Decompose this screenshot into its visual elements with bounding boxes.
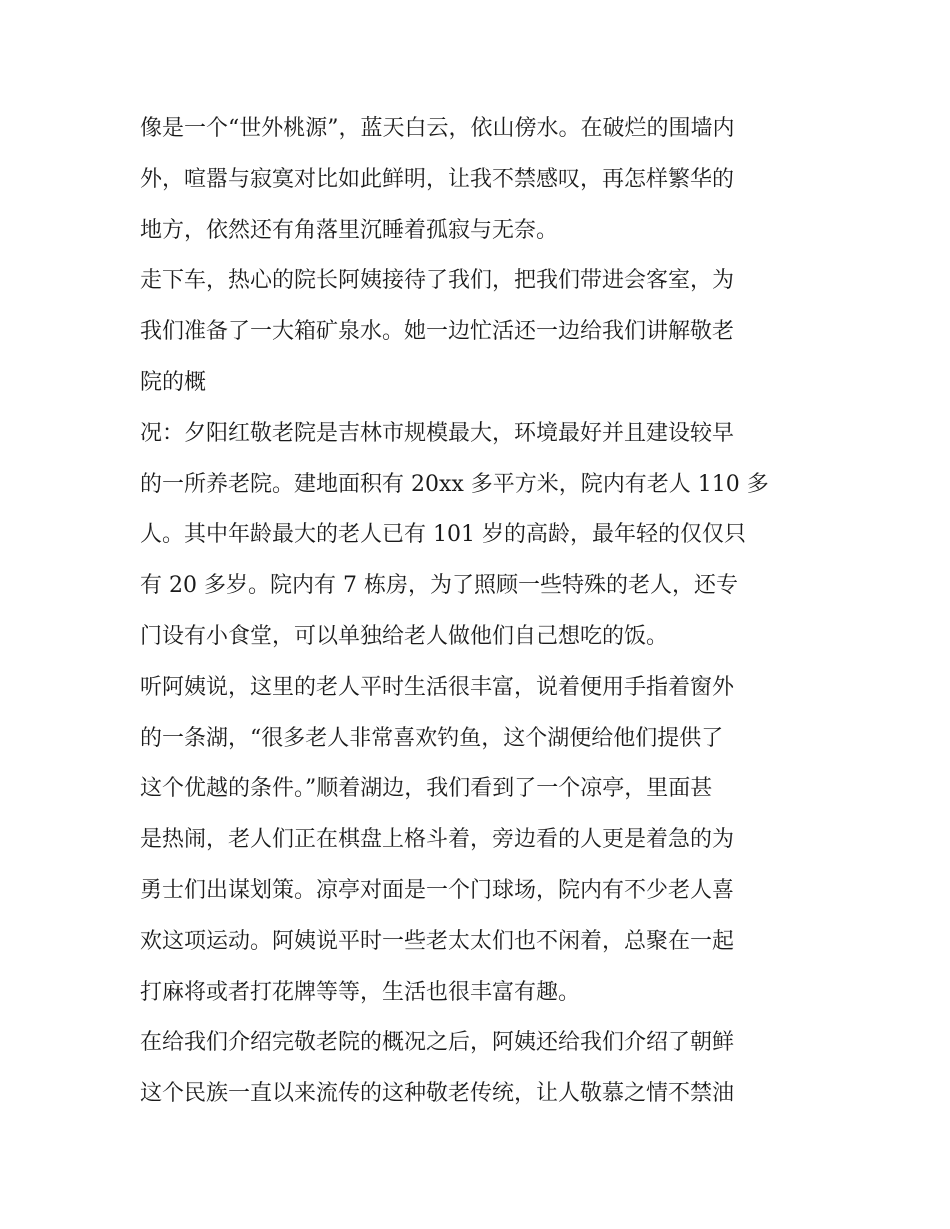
text-line: 的一条湖，“很多老人非常喜欢钓鱼，这个湖便给他们提供了 [140, 725, 724, 751]
text-line: 这个民族一直以来流传的这种敬老传统，让人敬慕之情不禁油 [140, 1081, 735, 1107]
text-line: 这个优越的条件。”顺着湖边，我们看到了一个凉亭，里面甚 [140, 776, 713, 802]
text-line: 的一所养老院。建地面积有 20xx 多平方米，院内有老人 110 多 [140, 471, 769, 497]
text-line: 院的概 [140, 369, 207, 395]
text-line: 勇士们出谋划策。凉亭对面是一个门球场，院内有不少老人喜 [140, 877, 735, 903]
text-line: 欢这项运动。阿姨说平时一些老太太们也不闲着，总聚在一起 [140, 928, 735, 954]
text-line: 况：夕阳红敬老院是吉林市规模最大，环境最好并且建设较早 [140, 420, 735, 446]
text-line: 门设有小食堂，可以单独给老人做他们自己想吃的饭。 [140, 623, 669, 649]
text-line: 地方，依然还有角落里沉睡着孤寂与无奈。 [140, 217, 559, 243]
text-line: 我们准备了一大箱矿泉水。她一边忙活还一边给我们讲解敬老 [140, 319, 735, 345]
text-line: 人。其中年龄最大的老人已有 101 岁的高龄，最年轻的仅仅只 [140, 522, 746, 548]
text-line: 是热闹，老人们正在棋盘上格斗着，旁边看的人更是着急的为 [140, 827, 735, 853]
text-line: 打麻将或者打花牌等等，生活也很丰富有趣。 [140, 979, 581, 1005]
document-body [140, 104, 820, 1120]
text-line: 有 20 多岁。院内有 7 栋房，为了照顾一些特殊的老人，还专 [140, 573, 738, 599]
text-line: 像是一个“世外桃源”，蓝天白云，依山傍水。在破烂的围墙内 [140, 116, 735, 141]
text-line: 外，喧嚣与寂寞对比如此鲜明，让我不禁感叹，再怎样繁华的 [140, 166, 735, 192]
text-line: 听阿姨说，这里的老人平时生活很丰富，说着便用手指着窗外 [140, 674, 735, 700]
text-line: 走下车，热心的院长阿姨接待了我们，把我们带进会客室，为 [140, 268, 735, 294]
text-line: 在给我们介绍完敬老院的概况之后，阿姨还给我们介绍了朝鲜 [140, 1030, 735, 1056]
